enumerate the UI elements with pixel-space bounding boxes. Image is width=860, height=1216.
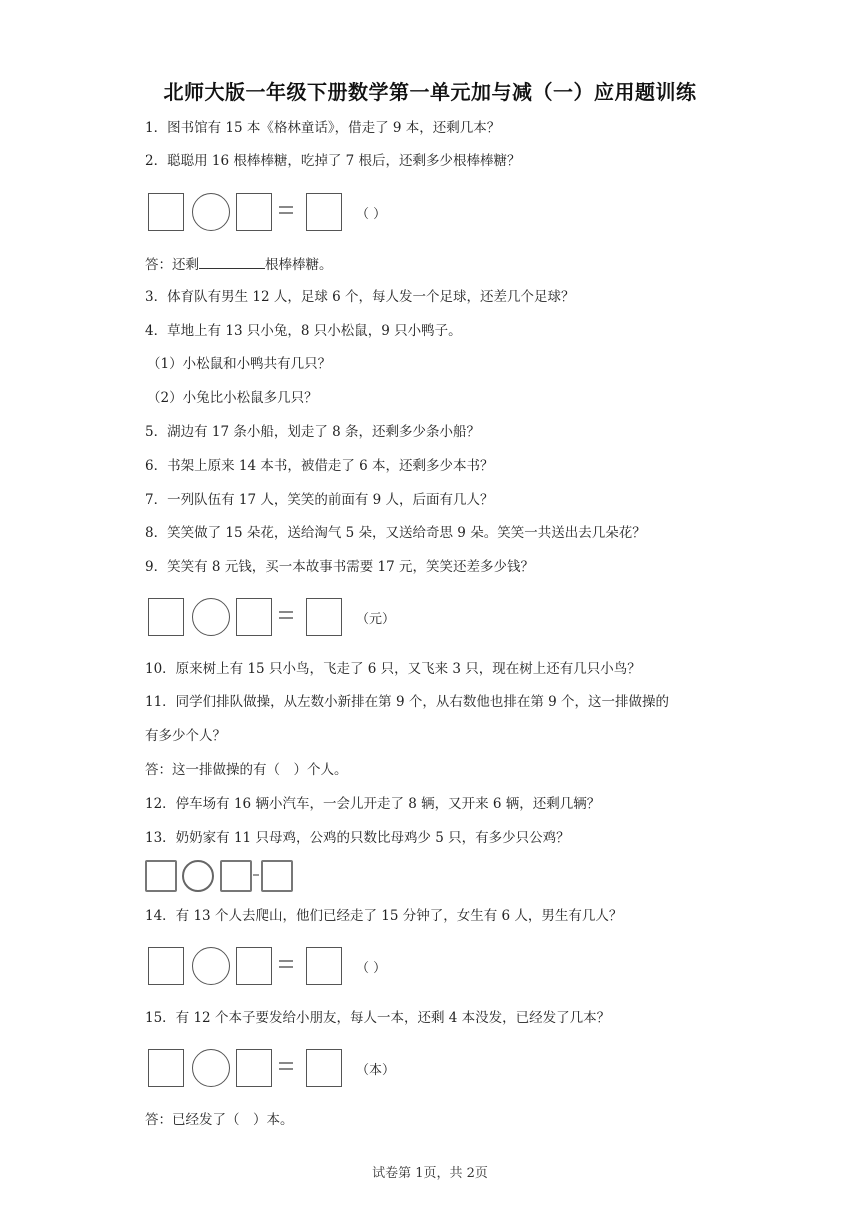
unit-label: （ ） [356,207,387,222]
answer-box[interactable] [148,598,184,636]
equals-sign [276,1056,296,1076]
question-7: 7．一列队伍有 17 人，笑笑的前面有 9 人，后面有几人？ [145,492,494,508]
page-footer: 试卷第 1页，共 2页 [372,1166,488,1181]
result-box[interactable] [261,860,293,892]
result-box[interactable] [306,598,342,636]
operator-circle[interactable] [192,598,230,636]
operator-circle[interactable] [182,860,214,892]
question-13: 13．奶奶家有 11 只母鸡，公鸡的只数比母鸡少 5 只，有多少只公鸡？ [145,830,570,846]
operator-circle[interactable] [192,947,230,985]
operator-circle[interactable] [192,1049,230,1087]
result-box[interactable] [306,1049,342,1087]
question-8: 8．笑笑做了 15 朵花，送给淘气 5 朵，又送给奇思 9 朵。笑笑一共送出去几朵花？ [145,525,646,541]
question-1: 1．图书馆有 15 本《格林童话》，借走了 9 本，还剩几本？ [145,120,501,136]
unit-label: （ ） [356,961,387,976]
result-box[interactable] [306,947,342,985]
answer-11: 答：这一排做操的有（ ）个人。 [145,762,348,778]
answer-box[interactable] [236,193,272,231]
question-15: 15．有 12 个本子要发给小朋友，每人一本，还剩 4 本没发，已经发了几本？ [145,1010,611,1026]
answer-blank[interactable] [199,256,265,269]
equals-sign [276,954,296,974]
answer-box[interactable] [148,947,184,985]
page-title: 北师大版一年级下册数学第一单元加与减（一）应用题训练 [163,80,697,104]
answer-prefix: 答：还剩 [145,257,199,273]
question-5: 5．湖边有 17 条小船，划走了 8 条，还剩多少条小船？ [145,424,481,440]
answer-15: 答：已经发了（ ）本。 [145,1112,294,1128]
result-box[interactable] [306,193,342,231]
unit-label: （本） [356,1063,396,1078]
answer-box[interactable] [148,1049,184,1087]
answer-box[interactable] [148,193,184,231]
question-4-part-2: （2）小兔比小松鼠多几只？ [147,390,318,406]
question-4: 4．草地上有 13 只小兔，8 只小松鼠，9 只小鸭子。 [145,323,462,339]
question-14: 14．有 13 个人去爬山，他们已经走了 15 分钟了，女生有 6 人，男生有几人？ [145,908,623,924]
question-11-line-2: 有多少个人？ [145,728,226,744]
unit-label: （元） [356,612,396,627]
answer-suffix: 根棒棒糖。 [265,257,333,273]
question-3: 3．体育队有男生 12 人，足球 6 个，每人发一个足球，还差几个足球？ [145,289,575,305]
answer-box[interactable] [145,860,177,892]
question-12: 12．停车场有 16 辆小汽车，一会儿开走了 8 辆，又开来 6 辆，还剩几辆？ [145,796,601,812]
question-2: 2．聪聪用 16 根棒棒糖，吃掉了 7 根后，还剩多少根棒棒糖？ [145,153,521,169]
equals-sign [253,874,259,876]
question-10: 10．原来树上有 15 只小鸟，飞走了 6 只，又飞来 3 只，现在树上还有几只小鸟？ [145,661,641,677]
equals-sign [276,200,296,220]
question-9: 9．笑笑有 8 元钱，买一本故事书需要 17 元，笑笑还差多少钱？ [145,559,535,575]
answer-2 [145,256,333,274]
answer-box[interactable] [236,598,272,636]
answer-box[interactable] [220,860,252,892]
question-11-line-1: 11．同学们排队做操，从左数小新排在第 9 个，从右数他也排在第 9 个，这一排做操的 [145,694,670,710]
question-6: 6．书架上原来 14 本书，被借走了 6 本，还剩多少本书？ [145,458,494,474]
answer-box[interactable] [236,1049,272,1087]
answer-box[interactable] [236,947,272,985]
question-4-part-1: （1）小松鼠和小鸭共有几只？ [147,356,332,372]
equals-sign [276,605,296,625]
operator-circle[interactable] [192,193,230,231]
